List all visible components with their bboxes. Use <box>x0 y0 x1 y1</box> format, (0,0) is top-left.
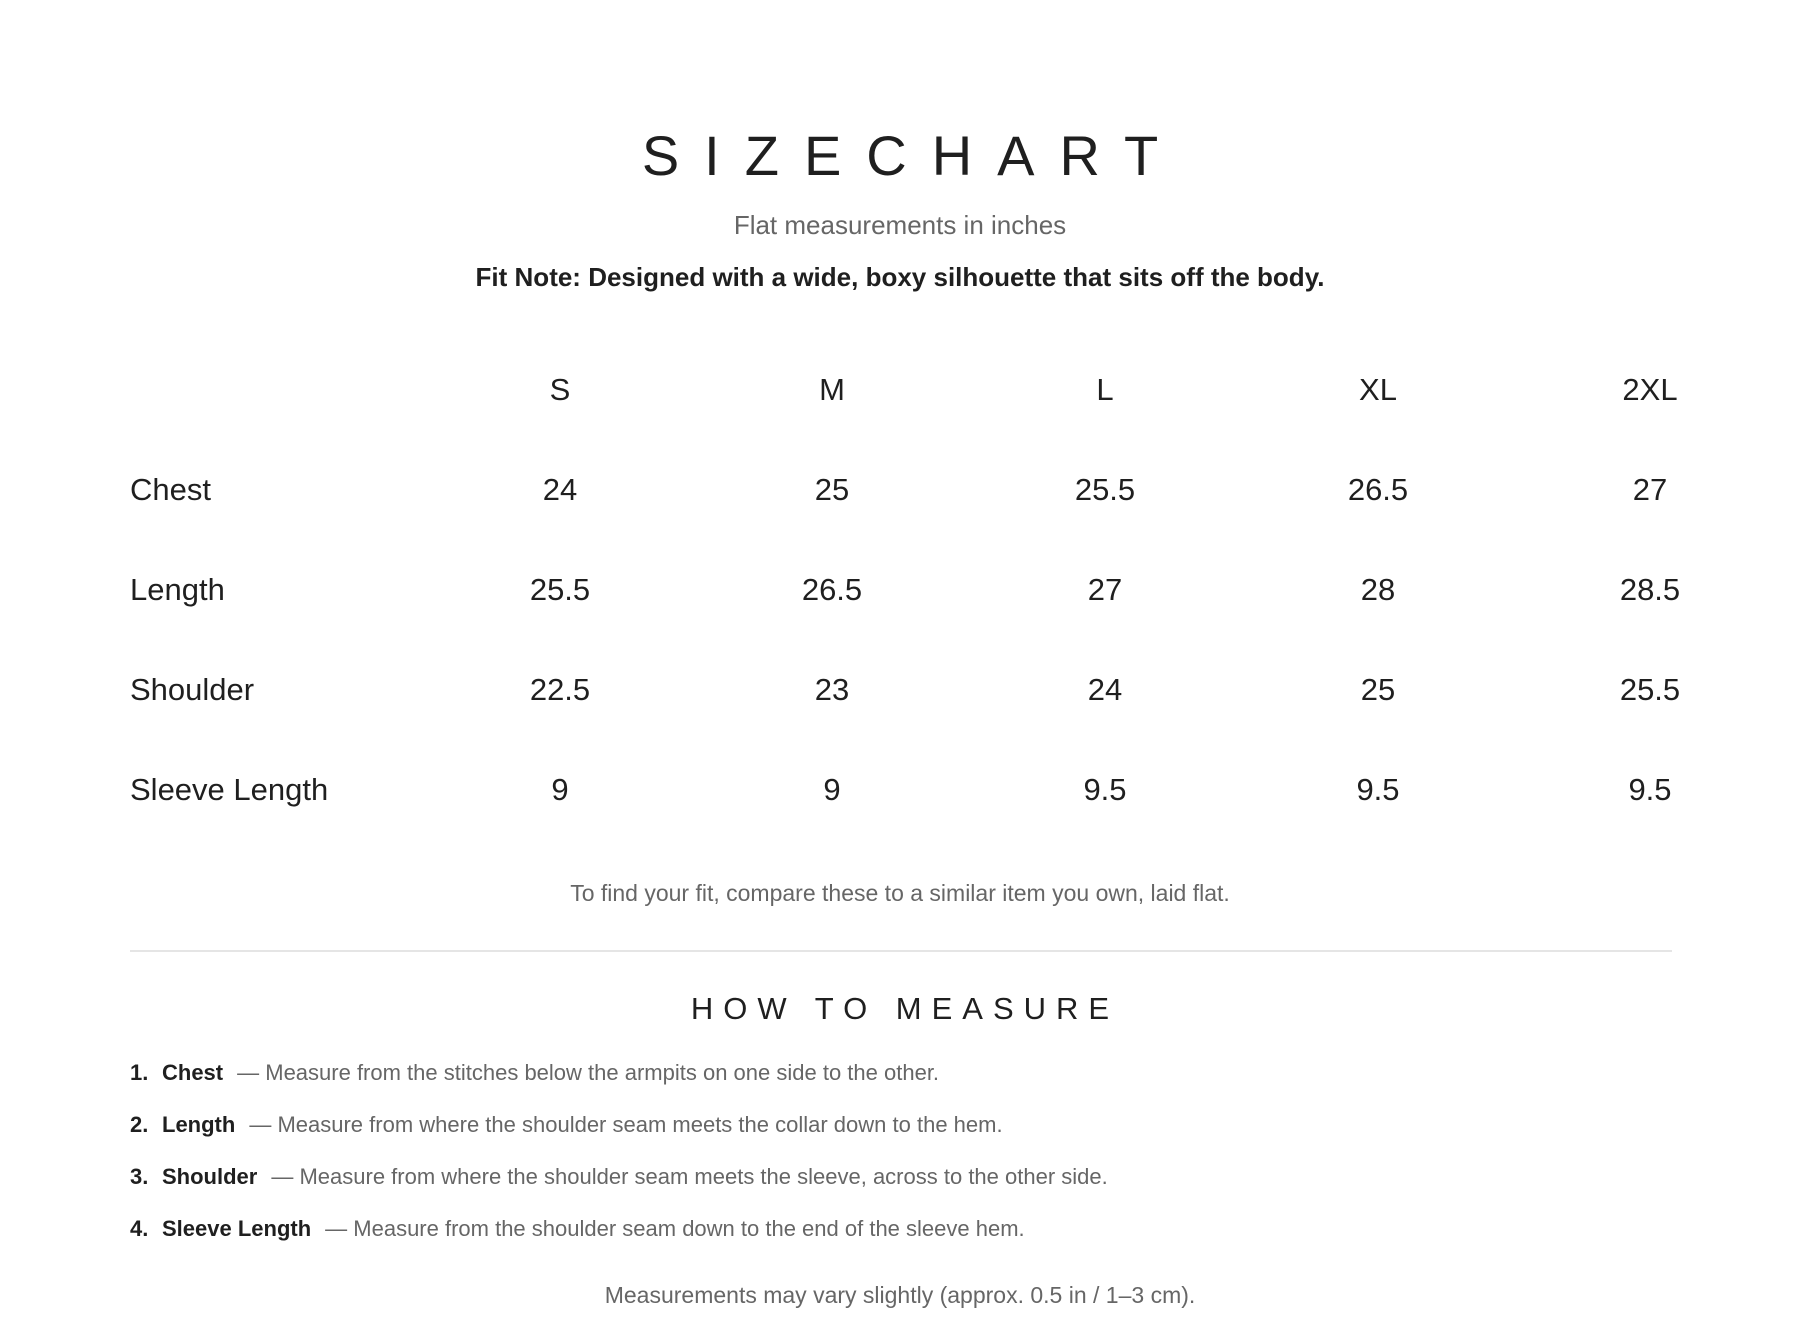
row-label: Sleeve Length <box>130 772 329 807</box>
list-item <box>130 1164 1108 1216</box>
table-cell: 22.5 <box>529 672 591 707</box>
section-divider <box>130 950 1672 952</box>
fit-note: Fit Note: Designed with a wide, boxy silhouette that sits off the body. <box>475 262 1325 292</box>
table-cell: 26.5 <box>1347 472 1409 507</box>
size-table <box>130 340 1690 840</box>
row-label: Shoulder <box>130 672 255 707</box>
table-row <box>130 540 1690 640</box>
fit-footnote: To find your fit, compare these to a similar item you own, laid flat. <box>570 880 1230 906</box>
table-cell: 24 <box>542 472 578 507</box>
row-label: Chest <box>130 472 211 507</box>
size-header: S <box>549 372 571 407</box>
table-cell: 25.5 <box>529 572 591 607</box>
step-description: — Measure from where the shoulder seam meets the sleeve, across to the other side. <box>271 1164 1108 1189</box>
table-cell: 9 <box>551 772 569 807</box>
table-cell: 27 <box>1632 472 1668 507</box>
size-header: L <box>1096 372 1114 407</box>
table-cell: 9 <box>823 772 841 807</box>
step-term: Sleeve Length <box>162 1216 312 1241</box>
table-cell: 25 <box>814 472 850 507</box>
table-row <box>130 640 1690 740</box>
table-cell: 9.5 <box>1628 772 1672 807</box>
size-chart-subtitle: Flat measurements in inches <box>733 210 1067 240</box>
step-number: 3. <box>130 1164 149 1189</box>
step-term: Length <box>162 1112 236 1137</box>
step-number: 1. <box>130 1060 149 1085</box>
table-cell: 26.5 <box>801 572 863 607</box>
table-cell: 25 <box>1360 672 1396 707</box>
table-cell: 23 <box>814 672 850 707</box>
size-header: 2XL <box>1622 372 1678 407</box>
list-item <box>130 1216 1108 1268</box>
step-number: 2. <box>130 1112 149 1137</box>
table-cell: 27 <box>1087 572 1123 607</box>
step-description: — Measure from where the shoulder seam meets the collar down to the hem. <box>249 1112 1003 1137</box>
table-cell: 28 <box>1360 572 1396 607</box>
table-cell: 25.5 <box>1619 672 1681 707</box>
table-cell: 9.5 <box>1083 772 1127 807</box>
size-header-row <box>130 340 1690 440</box>
step-number: 4. <box>130 1216 149 1241</box>
size-header: M <box>819 372 845 407</box>
how-to-measure-title: HOW TO MEASURE <box>690 991 1120 1026</box>
table-cell: 25.5 <box>1074 472 1136 507</box>
size-chart-title: SIZECHART <box>641 124 1184 187</box>
step-description: — Measure from the shoulder seam down to the end of the sleeve hem. <box>325 1216 1025 1241</box>
size-header: XL <box>1359 372 1397 407</box>
step-description: — Measure from the stitches below the armpits on one side to the other. <box>237 1060 940 1085</box>
table-cell: 24 <box>1087 672 1123 707</box>
table-cell: 28.5 <box>1619 572 1681 607</box>
table-row <box>130 740 1690 840</box>
row-label: Length <box>130 572 225 607</box>
step-term: Chest <box>162 1060 224 1085</box>
step-term: Shoulder <box>162 1164 258 1189</box>
table-row <box>130 440 1690 540</box>
measure-steps-list <box>130 1060 1108 1268</box>
measurement-disclaimer: Measurements may vary slightly (approx. 0.5 in / 1–3 cm). <box>604 1282 1196 1308</box>
list-item <box>130 1060 1108 1112</box>
list-item <box>130 1112 1108 1164</box>
table-cell: 9.5 <box>1356 772 1400 807</box>
